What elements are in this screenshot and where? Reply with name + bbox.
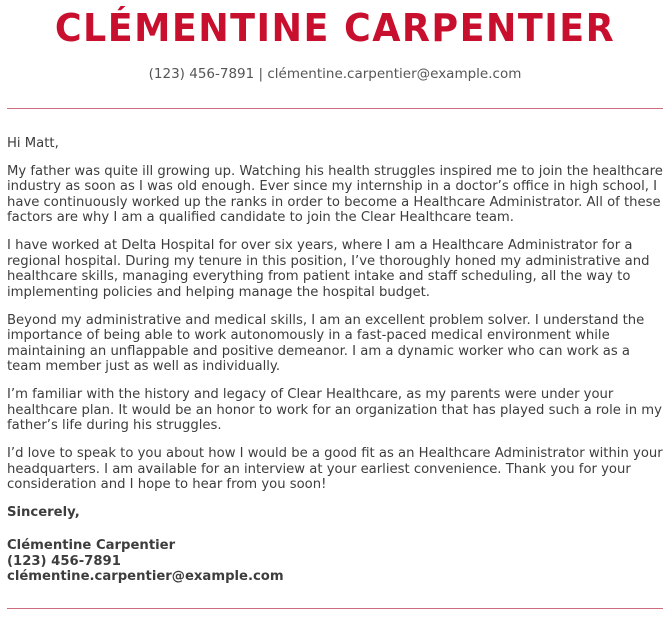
paragraph-4: I’m familiar with the history and legacy of Clear Healthcare, as my parents were under your healthcare plan. It would be an honor to work for an organization that has played such a role in my father’s life during his struggles. bbox=[7, 387, 662, 433]
header-divider bbox=[7, 108, 663, 109]
closing: Sincerely, bbox=[7, 505, 80, 520]
letter-body bbox=[7, 136, 667, 533]
signature-name: Clémentine Carpentier bbox=[7, 538, 176, 553]
paragraph-3: Beyond my administrative and medical skills, I am an excellent problem solver. I understand the importance of being able to work autonomously in a fast-paced medical environment while maintaining an unflappable and positive demeanor. I am a dynamic worker who can work as a team member just as well as individually. bbox=[7, 312, 645, 374]
footer-divider bbox=[7, 608, 663, 609]
paragraph-1: My father was quite ill growing up. Watching his health struggles inspired me to join the healthcare industry as soon as I was old enough. Ever since my internship in a doctor’s office in high school, I have continuously worked up the ranks in order to become a Healthcare Administrator. All of these factors are why I am a qualified candidate to join the Clear Healthcare team. bbox=[7, 163, 663, 225]
signature-phone: (123) 456-7891 bbox=[7, 553, 121, 569]
applicant-name-heading: CLÉMENTINE CARPENTIER bbox=[54, 6, 616, 50]
greeting: Hi Matt, bbox=[7, 136, 59, 151]
signature-email: clémentine.carpentier@example.com bbox=[7, 569, 284, 584]
contact-line: (123) 456-7891 | clémentine.carpentier@example.com bbox=[148, 66, 522, 82]
signature-block bbox=[7, 538, 284, 585]
paragraph-2: I have worked at Delta Hospital for over six years, where I am a Healthcare Administrator for a regional hospital. During my tenure in this position, I’ve thoroughly honed my administrative and healthcare skills, managing everything from patient intake and staff scheduling, all the way to implementing policies and helping manage the hospital budget. bbox=[7, 238, 650, 300]
paragraph-5: I’d love to speak to you about how I would be a good fit as an Healthcare Administrator within your headquarters. I am available for an interview at your earliest convenience. Thank you for your consideration and I hope to hear from you soon! bbox=[7, 446, 663, 492]
